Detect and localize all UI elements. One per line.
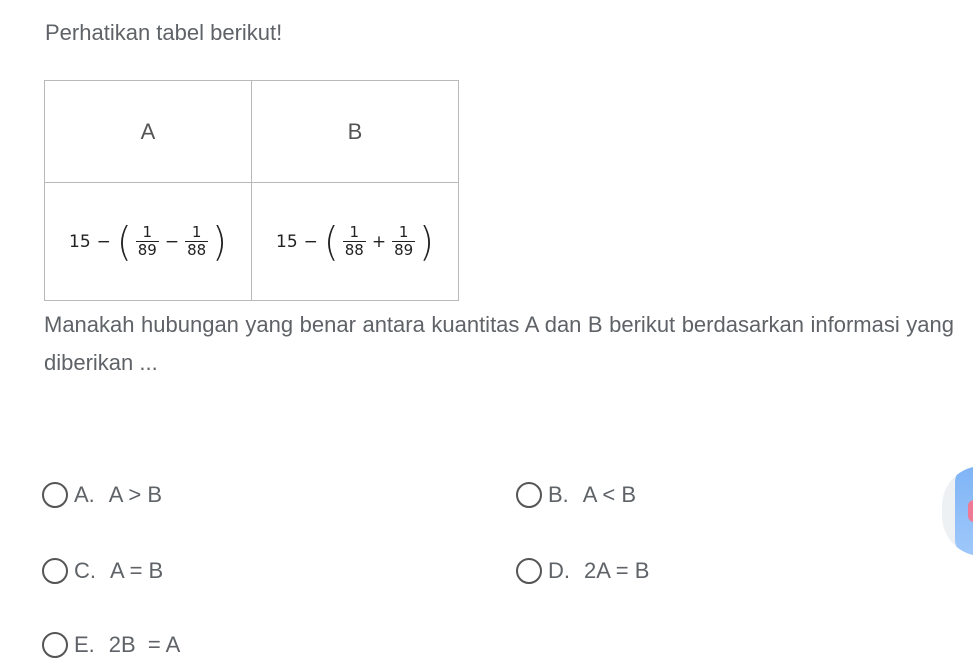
right-paren-a: ) — [212, 218, 227, 265]
expression-b-whole: 15 — [276, 231, 298, 252]
expression-b — [276, 218, 434, 265]
table-cell-b — [252, 183, 459, 301]
option-text: A > B — [108, 482, 163, 507]
fraction-a1 — [136, 224, 159, 260]
radio-circle-icon[interactable] — [516, 482, 542, 508]
option-text: A < B — [582, 482, 637, 507]
table-row — [45, 183, 459, 301]
table-header-row — [45, 81, 459, 183]
expression-b-minus: − — [303, 231, 318, 252]
fraction-a2-den: 88 — [187, 241, 207, 259]
expression-a-whole: 15 — [69, 231, 91, 252]
fraction-b2 — [392, 224, 415, 260]
option-c[interactable] — [42, 558, 163, 584]
option-d[interactable] — [516, 558, 649, 584]
option-text: 2B = A — [108, 632, 181, 657]
fraction-b1 — [343, 224, 366, 260]
radio-circle-icon[interactable] — [42, 482, 68, 508]
option-letter: E. — [74, 632, 95, 657]
table-header-a: A — [45, 81, 252, 183]
radio-circle-icon[interactable] — [42, 558, 68, 584]
left-paren-b: ( — [323, 218, 339, 265]
floating-indicator-icon — [968, 500, 973, 522]
radio-circle-icon[interactable] — [42, 632, 68, 658]
comparison-table — [44, 80, 459, 301]
fraction-a2 — [185, 224, 208, 260]
option-e[interactable] — [42, 632, 180, 658]
fraction-a1-num: 1 — [142, 222, 153, 241]
expression-a-minus: − — [96, 231, 111, 252]
option-letter: A. — [74, 482, 95, 507]
expression-b-op: + — [371, 231, 387, 252]
option-a[interactable] — [42, 482, 162, 508]
question-text: Manakah hubungan yang benar antara kuantitas A dan B berikut berdasarkan informasi yang diberikan ... — [44, 312, 954, 375]
right-paren-b: ) — [419, 218, 434, 265]
option-letter: B. — [548, 482, 569, 507]
option-text: 2A = B — [584, 558, 650, 583]
fraction-a1-den: 89 — [137, 241, 157, 259]
option-letter: C. — [74, 558, 96, 583]
fraction-b2-den: 89 — [394, 241, 414, 259]
question-title: Perhatikan tabel berikut! — [45, 20, 283, 45]
option-letter: D. — [548, 558, 570, 583]
option-b[interactable] — [516, 482, 636, 508]
floating-assistant-button[interactable] — [942, 466, 973, 556]
left-paren-a: ( — [116, 218, 132, 265]
fraction-a2-num: 1 — [191, 222, 202, 241]
table-cell-a — [45, 183, 252, 301]
option-text: A = B — [110, 558, 164, 583]
fraction-b1-den: 88 — [344, 241, 364, 259]
fraction-b1-num: 1 — [349, 222, 360, 241]
table-header-b: B — [252, 81, 459, 183]
fraction-b2-num: 1 — [398, 222, 409, 241]
expression-a — [69, 218, 227, 265]
expression-a-op: − — [164, 231, 180, 252]
radio-circle-icon[interactable] — [516, 558, 542, 584]
